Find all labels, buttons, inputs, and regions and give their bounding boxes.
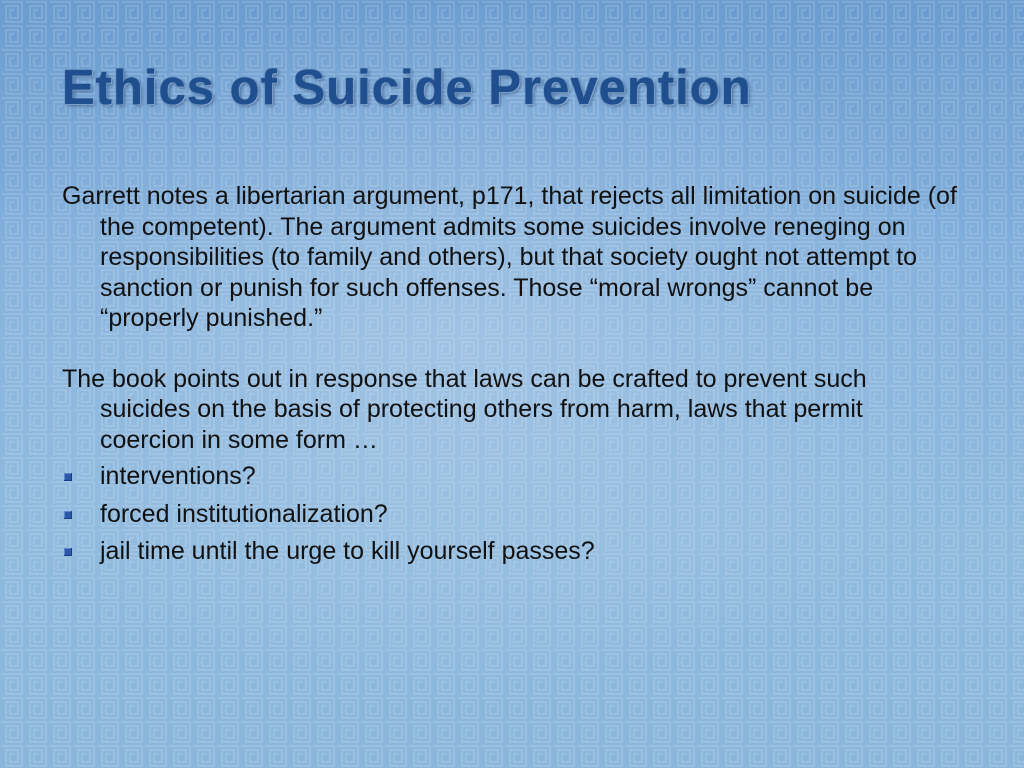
bullet-text: forced institutionalization? (100, 499, 388, 528)
square-bullet-icon (64, 548, 72, 556)
slide-title: Ethics of Suicide Prevention (62, 61, 752, 115)
bullet-item-jail-time (62, 536, 962, 567)
square-bullet-icon (64, 511, 72, 519)
body-paragraph-libertarian: Garrett notes a libertarian argument, p171, that rejects all limitation on suicide (of the competent). The argument admits some suicides involve reneging on responsibilities (to family and others), but that society ought not attempt to sanction or punish for such offenses. Those “moral wrongs” cannot be “properly punished.” (62, 182, 957, 332)
bullet-list (62, 461, 962, 567)
bullet-text: interventions? (100, 462, 256, 490)
square-bullet-icon (64, 473, 72, 481)
bullet-item-institutionalization (62, 499, 962, 530)
body-paragraph-response: The book points out in response that laws can be crafted to prevent such suicides on the basis of protecting others from harm, laws that permit coercion in some form … (62, 364, 867, 454)
bullet-item-interventions (62, 461, 962, 492)
bullet-text: jail time until the urge to kill yourself passes? (100, 537, 595, 565)
slide-body (62, 181, 962, 574)
